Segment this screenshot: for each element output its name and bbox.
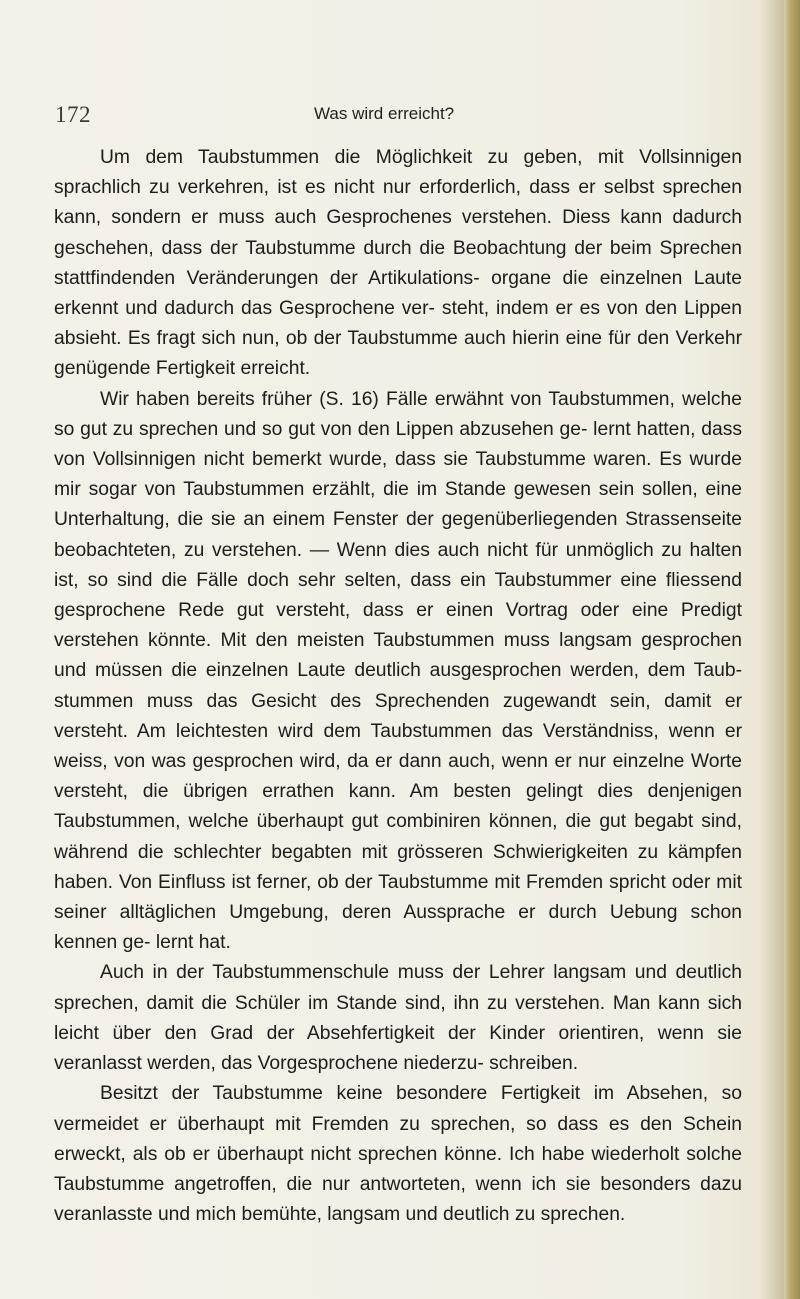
paragraph: Auch in der Taubstummenschule muss der Lehrer langsam und deutlich sprechen, damit die Schüler im Stande sind, ihn zu verstehen. Man kann sich leicht über den Grad der Absehfertigkeit der Kinder orientiren, wenn sie veranlasst werden, das Vorgesprochene niederzu- schreiben.	[54, 962, 742, 1075]
running-head: Was wird erreicht?	[314, 104, 455, 123]
body-text	[54, 143, 742, 1230]
paragraph: Um dem Taubstummen die Möglichkeit zu geben, mit Vollsinnigen sprachlich zu verkehren, ist es nicht nur erforderlich, dass er selbst sprechen kann, sondern er muss auch Gesprochenes verstehen. Diess kann dadurch geschehen, dass der Taubstumme durch die Beobachtung der beim Sprechen stattfindenden Veränderungen der Artikulations- organe die einzelnen Laute erkennt und dadurch das Gesprochene ver- steht, indem er es von den Lippen absieht. Es fragt sich nun, ob der Taubstumme auch hierin eine für den Verkehr genügende Fertigkeit erreicht.	[54, 147, 742, 380]
paragraph: Besitzt der Taubstumme keine besondere Fertigkeit im Absehen, so vermeidet er überhaupt mit Fremden zu sprechen, so dass es den Schein erweckt, als ob er überhaupt nicht sprechen könne. Ich habe wiederholt solche Taubstumme angetroffen, die nur antworteten, wenn ich sie besonders dazu veranlasste und mich bemühte, langsam und deutlich zu sprechen.	[54, 1083, 742, 1226]
paragraph: Wir haben bereits früher (S. 16) Fälle erwähnt von Taubstummen, welche so gut zu sprechen und so gut von den Lippen abzusehen ge- lernt hatten, dass von Vollsinnigen nicht bemerkt wurde, dass sie Taubstumme waren. Es wurde mir sogar von Taubstummen erzählt, die im Stande gewesen sein sollen, eine Unterhaltung, die sie an einem Fenster der gegenüberliegenden Strassenseite beobachteten, zu verstehen. — Wenn dies auch nicht für unmöglich zu halten ist, so sind die Fälle doch sehr selten, dass ein Taubstummer eine fliessend gesprochene Rede gut versteht, dass er einen Vortrag oder eine Predigt verstehen könnte. Mit den meisten Taubstummen muss langsam gesprochen und müssen die einzelnen Laute deutlich ausgesprochen werden, dem Taub- stummen muss das Gesicht des Sprechenden zugewandt sein, damit er versteht. Am leichtesten wird dem Taubstummen das Verständniss, wenn er weiss, von was gesprochen wird, da er dann auch, wenn er nur einzelne Worte versteht, die übrigen errathen kann. Am besten gelingt dies denjenigen Taubstummen, welche überhaupt gut combiniren können, die gut begabt sind, während die schlechter begabten mit grösseren Schwierigkeiten zu kämpfen haben. Von Einfluss ist ferner, ob der Taubstumme mit Fremden spricht oder mit seiner alltäglichen Umgebung, deren Aussprache er durch Uebung schon kennen ge- lernt hat.	[54, 388, 742, 954]
page-number: 172	[55, 102, 91, 127]
page-header	[0, 102, 800, 130]
page-edge	[784, 0, 800, 1299]
